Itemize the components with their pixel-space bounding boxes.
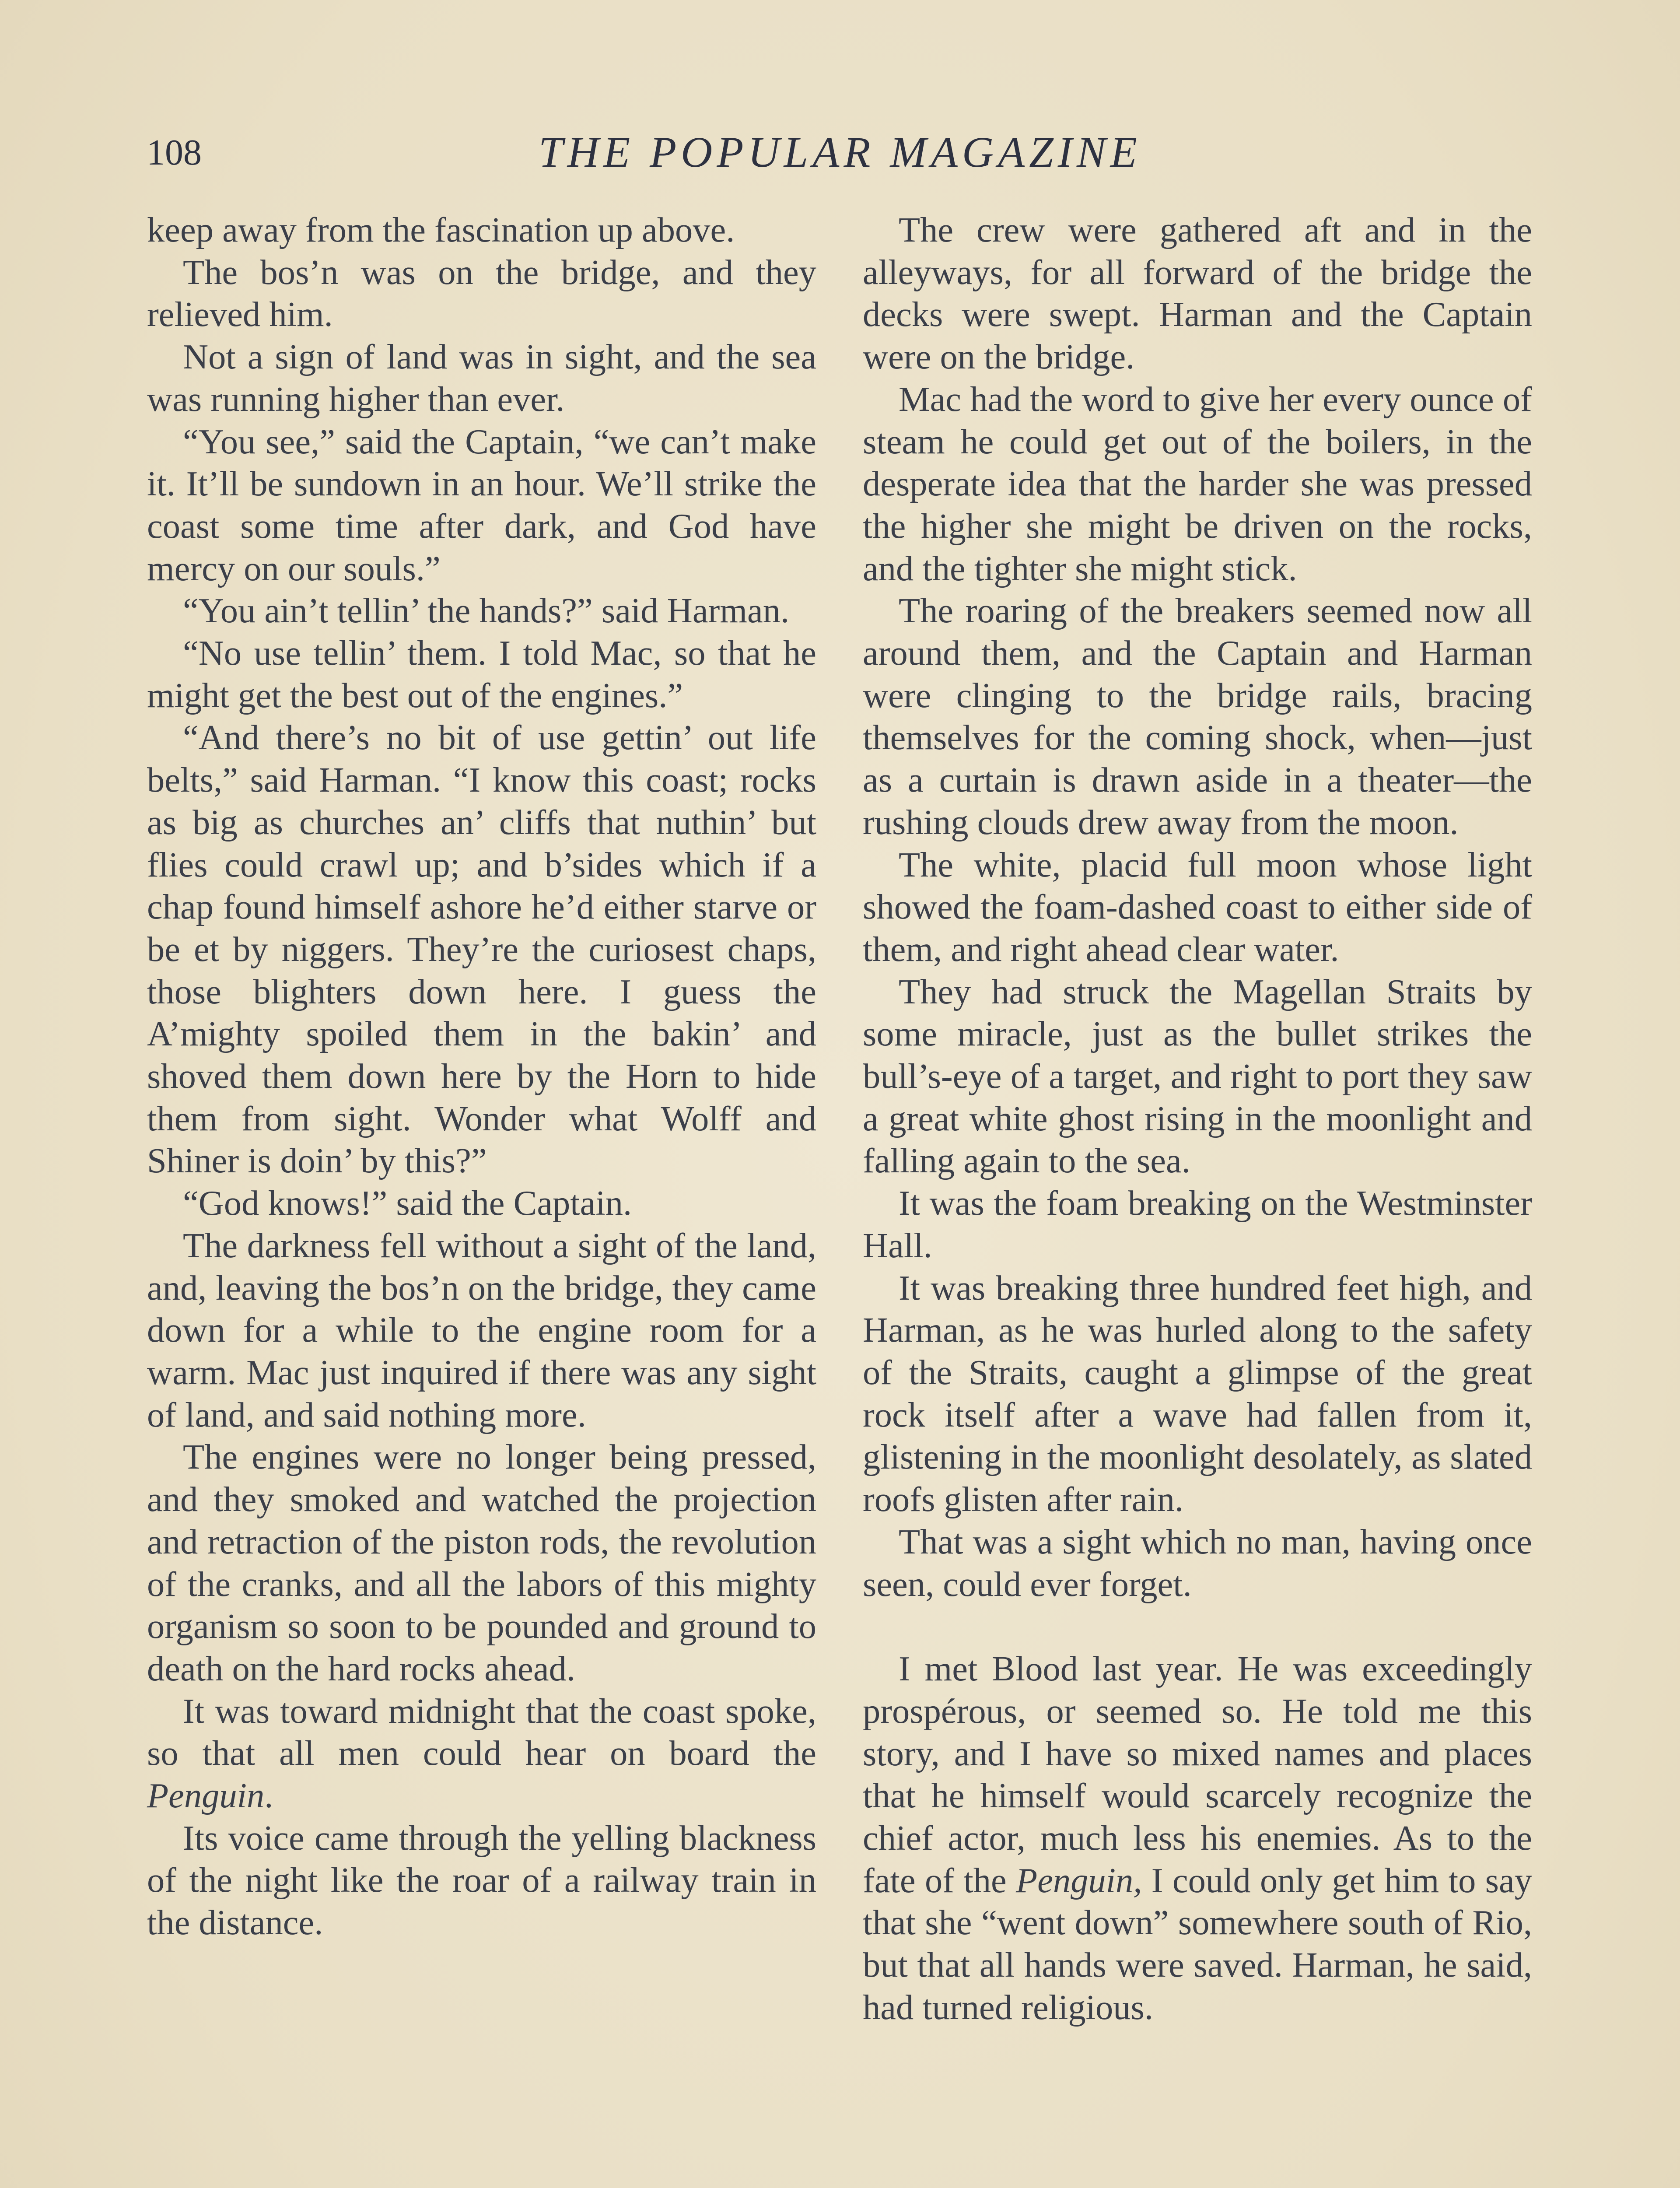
paragraph: Mac had the word to give her every ounce of steam he could get out of the boilers, in the desperate idea that the harder she was pressed the higher she might be driven on the rocks, and the tighter she might stick. [863, 379, 1532, 588]
ship-name: Penguin [147, 1776, 265, 1816]
paragraph: Its voice came through the yelling blackness of the night like the roar of a railway train in the distance. [147, 1818, 816, 1943]
paragraph: It was breaking three hundred feet high, and Harman, as he was hurled along to the safety of the Straits, caught a glimpse of the great rock itself after a wave had fallen from it, glistening in the moonlight desolately, as slated roofs glisten after rain. [863, 1268, 1532, 1519]
paragraph: Not a sign of land was in sight, and the sea was running higher than ever. [147, 337, 816, 419]
paragraph: The bos’n was on the bridge, and they relieved him. [147, 252, 816, 334]
paragraph: The crew were gathered aft and in the alleyways, for all forward of the bridge the decks were swept. Harman and the Captain were on the bridge. [863, 210, 1532, 377]
paragraph: “No use tellin’ them. I told Mac, so that he might get the best out of the engines.” [147, 634, 816, 715]
paragraph: The white, placid full moon whose light showed the foam-dashed coast to either side of them, and right ahead clear water. [863, 845, 1532, 969]
page-number: 108 [147, 132, 202, 173]
paragraph: “You see,” said the Captain, “we can’t make it. It’ll be sundown in an hour. We’ll strike the coast some time after dark, and God have mercy on our souls.” [147, 422, 816, 588]
ship-name: Penguin, [1016, 1861, 1142, 1900]
page-header [147, 127, 1533, 184]
paragraph: That was a sight which no man, having once seen, could ever forget. [863, 1522, 1532, 1604]
left-column [147, 209, 816, 1944]
running-title: THE POPULAR MAGAZINE [539, 128, 1141, 176]
paragraph: It was the foam breaking on the Westminster Hall. [863, 1184, 1532, 1265]
paragraph: I met Blood last year. He was exceedingly prospérous, or seemed so. He told me this story, and I have so mixed names and places that he himself would scarcely recognize the chief actor, much less his enemies. As to the fate of the Penguin, I could only get him to say that she “went down” somewhere south of Rio, but that all hands were saved. Harman, he said, had turned religious. [863, 1649, 1532, 2027]
right-column [863, 209, 1532, 2029]
paragraph: The darkness fell without a sight of the land, and, leaving the bos’n on the bridge, they came down for a while to the engine room for a warm. Mac just inquired if there was any sight of land, and said nothing more. [147, 1226, 816, 1434]
paragraph: “You ain’t tellin’ the hands?” said Harman. [183, 591, 790, 631]
paragraph: They had struck the Magellan Straits by some miracle, just as the bullet strikes the bull’s-eye of a target, and right to port they saw a great white ghost rising in the moonlight and falling again to the sea. [863, 972, 1532, 1181]
paragraph: The roaring of the breakers seemed now all around them, and the Captain and Harman were clinging to the bridge rails, bracing themselves for the coming shock, when—just as a curtain is drawn aside in a theater—the rushing clouds drew away from the moon. [863, 591, 1532, 842]
paragraph: It was toward midnight that the coast spoke, so that all men could hear on board the Penguin. [147, 1691, 816, 1816]
paragraph: keep away from the fascination up above. [147, 210, 735, 249]
paragraph: “God knows!” said the Captain. [183, 1184, 632, 1223]
paragraph: “And there’s no bit of use gettin’ out life belts,” said Harman. “I know this coast; rocks as big as churches an’ cliffs that nuthin’ but flies could crawl up; and b’sides which if a chap found himself ashore he’d either starve or be et by niggers. They’re the curiosest chaps, those blighters down here. I guess the A’mighty spoiled them in the bakin’ and shoved them down here by the Horn to hide them from sight. Wonder what Wolff and Shiner is doin’ by this?” [147, 718, 816, 1181]
paragraph: The engines were no longer being pressed, and they smoked and watched the projection and retraction of the piston rods, the revolution of the cranks, and all the labors of this mighty organism so soon to be pounded and ground to death on the hard rocks ahead. [147, 1438, 816, 1688]
